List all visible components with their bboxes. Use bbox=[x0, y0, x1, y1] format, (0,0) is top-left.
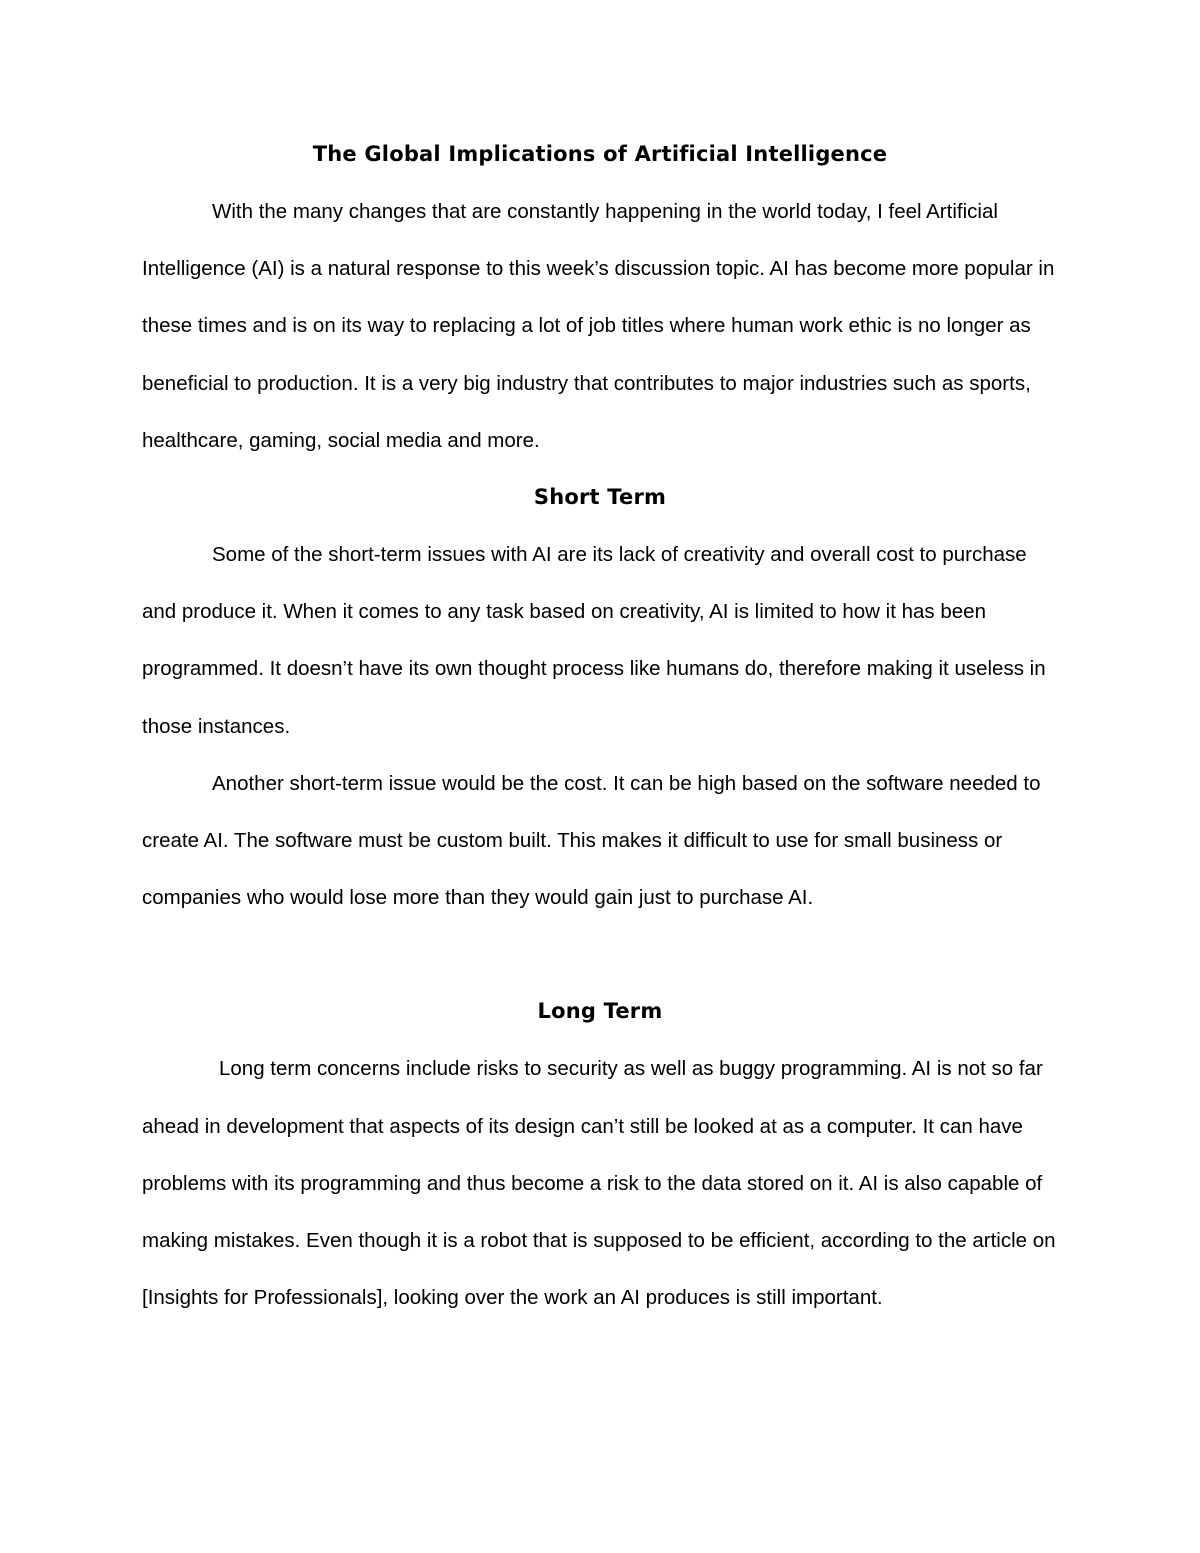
short-term-paragraph-2: Another short-term issue would be the cost. It can be high based on the software needed to create AI. The software must be custom built. This makes it difficult to use for small business or companies who would lose more than they would gain just to purchase AI. bbox=[142, 771, 1041, 910]
section-heading-long-term: Long Term bbox=[537, 999, 663, 1024]
long-term-paragraph-1: Long term concerns include risks to security as well as buggy programming. AI is not so far ahead in development that aspects of its design can’t still be looked at as a computer. It can have problems with its programming and thus become a risk to the data stored on it. AI is also capable of making mistakes. Even though it is a robot that is supposed to be efficient, according to the article on [Insights for Professionals], looking over the work an AI produces is still important. bbox=[142, 1057, 1056, 1310]
short-term-paragraph-1: Some of the short-term issues with AI are its lack of creativity and overall cost to purchase and produce it. When it comes to any task based on creativity, AI is limited to how it has been programmed. It doesn’t have its own thought process like humans do, therefore making it useless in those instances. bbox=[142, 543, 1046, 738]
blank-line bbox=[142, 926, 1058, 983]
document-title: The Global Implications of Artificial Intelligence bbox=[312, 142, 888, 166]
intro-paragraph: With the many changes that are constantly happening in the world today, I feel Artificial Intelligence (AI) is a natural response to this week’s discussion topic. AI has become more popular in these times and is on its way to replacing a lot of job titles where human work ethic is no longer as beneficial to production. It is a very big industry that contributes to major industries such as sports, healthcare, gaming, social media and more. bbox=[142, 200, 1055, 452]
section-heading-short-term: Short Term bbox=[533, 485, 667, 510]
document-body bbox=[142, 126, 1058, 1326]
